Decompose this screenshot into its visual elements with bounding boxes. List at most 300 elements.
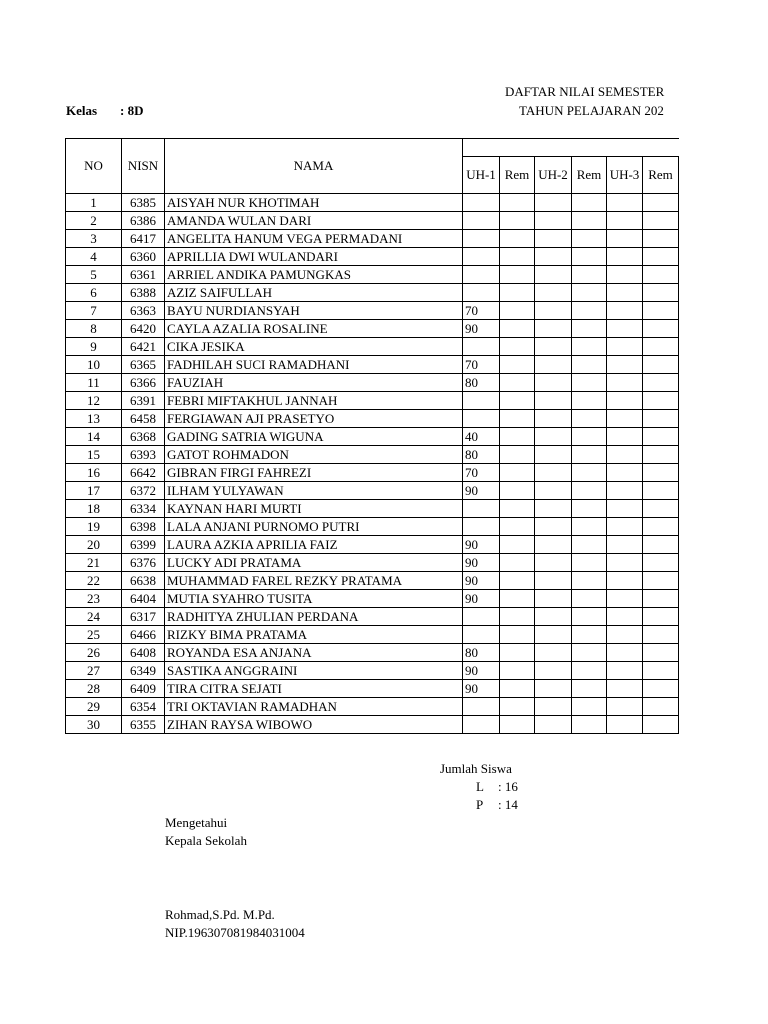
row-uh1 xyxy=(463,230,500,248)
row-uh1 xyxy=(463,500,500,518)
row-uh1: 80 xyxy=(463,446,500,464)
row-name: TIRA CITRA SEJATI xyxy=(165,680,463,698)
row-no: 13 xyxy=(66,410,122,428)
row-nisn: 6399 xyxy=(122,536,165,554)
row-rem3 xyxy=(643,572,679,590)
row-rem2 xyxy=(572,518,607,536)
row-name: FAUZIAH xyxy=(165,374,463,392)
row-uh2 xyxy=(535,518,572,536)
row-rem2 xyxy=(572,374,607,392)
row-uh3 xyxy=(607,716,643,734)
row-rem1 xyxy=(500,212,535,230)
row-rem3 xyxy=(643,248,679,266)
table-row xyxy=(66,482,679,500)
col-uh1-header: UH-1 xyxy=(463,157,500,194)
row-nisn: 6404 xyxy=(122,590,165,608)
row-rem1 xyxy=(500,644,535,662)
grades-body xyxy=(66,194,679,734)
row-rem3 xyxy=(643,518,679,536)
row-uh2 xyxy=(535,230,572,248)
row-no: 21 xyxy=(66,554,122,572)
row-rem3 xyxy=(643,392,679,410)
row-no: 10 xyxy=(66,356,122,374)
row-uh2 xyxy=(535,446,572,464)
row-nisn: 6398 xyxy=(122,518,165,536)
row-uh1: 70 xyxy=(463,464,500,482)
row-rem2 xyxy=(572,410,607,428)
row-uh1 xyxy=(463,338,500,356)
row-rem3 xyxy=(643,194,679,212)
row-name: GATOT ROHMADON xyxy=(165,446,463,464)
col-rem3-header: Rem xyxy=(643,157,679,194)
row-rem1 xyxy=(500,356,535,374)
row-no: 3 xyxy=(66,230,122,248)
row-rem1 xyxy=(500,716,535,734)
row-nisn: 6386 xyxy=(122,212,165,230)
row-nisn: 6388 xyxy=(122,284,165,302)
row-rem1 xyxy=(500,374,535,392)
row-uh3 xyxy=(607,392,643,410)
row-uh3 xyxy=(607,248,643,266)
row-uh3 xyxy=(607,446,643,464)
table-row xyxy=(66,536,679,554)
row-rem1 xyxy=(500,266,535,284)
row-no: 11 xyxy=(66,374,122,392)
row-nisn: 6417 xyxy=(122,230,165,248)
table-row xyxy=(66,374,679,392)
row-uh2 xyxy=(535,410,572,428)
col-rem2-header: Rem xyxy=(572,157,607,194)
row-name: ROYANDA ESA ANJANA xyxy=(165,644,463,662)
table-row xyxy=(66,284,679,302)
row-uh3 xyxy=(607,572,643,590)
row-nisn: 6368 xyxy=(122,428,165,446)
row-no: 6 xyxy=(66,284,122,302)
row-rem3 xyxy=(643,554,679,572)
row-uh2 xyxy=(535,338,572,356)
row-name: ANGELITA HANUM VEGA PERMADANI xyxy=(165,230,463,248)
row-no: 28 xyxy=(66,680,122,698)
row-no: 14 xyxy=(66,428,122,446)
row-rem3 xyxy=(643,284,679,302)
row-uh2 xyxy=(535,266,572,284)
row-rem2 xyxy=(572,608,607,626)
row-uh1 xyxy=(463,266,500,284)
row-rem2 xyxy=(572,248,607,266)
row-uh2 xyxy=(535,536,572,554)
row-rem1 xyxy=(500,518,535,536)
row-rem1 xyxy=(500,482,535,500)
row-uh3 xyxy=(607,626,643,644)
row-uh1: 90 xyxy=(463,572,500,590)
row-rem2 xyxy=(572,194,607,212)
row-uh1: 90 xyxy=(463,590,500,608)
row-rem3 xyxy=(643,482,679,500)
row-uh2 xyxy=(535,662,572,680)
row-rem1 xyxy=(500,662,535,680)
row-uh2 xyxy=(535,374,572,392)
table-row xyxy=(66,554,679,572)
row-uh3 xyxy=(607,536,643,554)
col-uh2-header: UH-2 xyxy=(535,157,572,194)
row-uh3 xyxy=(607,212,643,230)
row-uh3 xyxy=(607,644,643,662)
row-nisn: 6360 xyxy=(122,248,165,266)
row-uh3 xyxy=(607,356,643,374)
row-rem2 xyxy=(572,644,607,662)
row-uh2 xyxy=(535,194,572,212)
row-nisn: 6363 xyxy=(122,302,165,320)
row-no: 19 xyxy=(66,518,122,536)
male-count: : 16 xyxy=(498,779,518,794)
row-uh3 xyxy=(607,338,643,356)
row-uh3 xyxy=(607,518,643,536)
row-rem3 xyxy=(643,410,679,428)
row-uh2 xyxy=(535,284,572,302)
principal-name: Rohmad,S.Pd. M.Pd. xyxy=(165,907,275,922)
row-rem2 xyxy=(572,338,607,356)
row-nisn: 6642 xyxy=(122,464,165,482)
row-no: 2 xyxy=(66,212,122,230)
row-uh3 xyxy=(607,662,643,680)
row-uh1 xyxy=(463,698,500,716)
row-no: 25 xyxy=(66,626,122,644)
row-uh1 xyxy=(463,212,500,230)
row-rem3 xyxy=(643,212,679,230)
row-no: 17 xyxy=(66,482,122,500)
row-no: 7 xyxy=(66,302,122,320)
row-nisn: 6349 xyxy=(122,662,165,680)
row-name: KAYNAN HARI MURTI xyxy=(165,500,463,518)
row-rem1 xyxy=(500,572,535,590)
row-no: 12 xyxy=(66,392,122,410)
row-rem2 xyxy=(572,500,607,518)
principal-nip: NIP.196307081984031004 xyxy=(165,925,305,940)
principal-title: Kepala Sekolah xyxy=(165,833,247,848)
row-rem2 xyxy=(572,536,607,554)
row-uh2 xyxy=(535,716,572,734)
table-row xyxy=(66,320,679,338)
row-nisn: 6421 xyxy=(122,338,165,356)
row-no: 9 xyxy=(66,338,122,356)
table-row xyxy=(66,302,679,320)
row-no: 23 xyxy=(66,590,122,608)
row-uh1: 90 xyxy=(463,536,500,554)
row-name: AMANDA WULAN DARI xyxy=(165,212,463,230)
row-rem2 xyxy=(572,680,607,698)
student-count-label: Jumlah Siswa xyxy=(440,761,512,776)
row-rem1 xyxy=(500,500,535,518)
row-uh3 xyxy=(607,554,643,572)
row-rem1 xyxy=(500,464,535,482)
row-uh1: 90 xyxy=(463,680,500,698)
row-rem3 xyxy=(643,626,679,644)
row-rem3 xyxy=(643,266,679,284)
row-uh1 xyxy=(463,194,500,212)
row-name: MUHAMMAD FAREL REZKY PRATAMA xyxy=(165,572,463,590)
row-name: CAYLA AZALIA ROSALINE xyxy=(165,320,463,338)
row-uh3 xyxy=(607,284,643,302)
row-nisn: 6638 xyxy=(122,572,165,590)
row-no: 18 xyxy=(66,500,122,518)
row-nisn: 6355 xyxy=(122,716,165,734)
row-nisn: 6317 xyxy=(122,608,165,626)
table-row xyxy=(66,716,679,734)
row-nisn: 6372 xyxy=(122,482,165,500)
row-rem1 xyxy=(500,194,535,212)
table-row xyxy=(66,248,679,266)
row-nisn: 6385 xyxy=(122,194,165,212)
row-rem3 xyxy=(643,590,679,608)
table-row xyxy=(66,518,679,536)
row-rem1 xyxy=(500,392,535,410)
row-rem1 xyxy=(500,536,535,554)
row-name: BAYU NURDIANSYAH xyxy=(165,302,463,320)
male-label: L xyxy=(476,779,484,794)
row-uh2 xyxy=(535,302,572,320)
row-rem3 xyxy=(643,662,679,680)
row-uh3 xyxy=(607,500,643,518)
row-uh2 xyxy=(535,392,572,410)
row-rem1 xyxy=(500,248,535,266)
table-row xyxy=(66,338,679,356)
row-name: FADHILAH SUCI RAMADHANI xyxy=(165,356,463,374)
row-rem2 xyxy=(572,446,607,464)
scores-group-header xyxy=(463,139,679,157)
row-rem1 xyxy=(500,284,535,302)
row-name: GIBRAN FIRGI FAHREZI xyxy=(165,464,463,482)
row-rem1 xyxy=(500,302,535,320)
row-rem2 xyxy=(572,284,607,302)
row-nisn: 6365 xyxy=(122,356,165,374)
row-rem1 xyxy=(500,554,535,572)
row-uh3 xyxy=(607,680,643,698)
row-rem1 xyxy=(500,626,535,644)
row-uh1: 70 xyxy=(463,356,500,374)
row-uh1 xyxy=(463,392,500,410)
row-uh2 xyxy=(535,248,572,266)
row-uh2 xyxy=(535,608,572,626)
row-name: RADHITYA ZHULIAN PERDANA xyxy=(165,608,463,626)
row-uh1: 80 xyxy=(463,374,500,392)
row-uh2 xyxy=(535,590,572,608)
table-row xyxy=(66,428,679,446)
table-row xyxy=(66,662,679,680)
row-uh2 xyxy=(535,464,572,482)
row-nisn: 6334 xyxy=(122,500,165,518)
row-name: LUCKY ADI PRATAMA xyxy=(165,554,463,572)
row-rem3 xyxy=(643,230,679,248)
table-row xyxy=(66,446,679,464)
row-rem2 xyxy=(572,302,607,320)
row-no: 16 xyxy=(66,464,122,482)
table-row xyxy=(66,230,679,248)
row-name: LAURA AZKIA APRILIA FAIZ xyxy=(165,536,463,554)
row-uh3 xyxy=(607,230,643,248)
row-uh3 xyxy=(607,194,643,212)
row-rem3 xyxy=(643,680,679,698)
row-uh3 xyxy=(607,698,643,716)
col-uh3-header: UH-3 xyxy=(607,157,643,194)
row-rem2 xyxy=(572,356,607,374)
row-rem3 xyxy=(643,428,679,446)
row-rem2 xyxy=(572,698,607,716)
row-rem1 xyxy=(500,410,535,428)
row-rem2 xyxy=(572,554,607,572)
table-row xyxy=(66,266,679,284)
row-no: 15 xyxy=(66,446,122,464)
row-rem2 xyxy=(572,716,607,734)
row-no: 22 xyxy=(66,572,122,590)
academic-year: TAHUN PELAJARAN 202 xyxy=(519,103,664,118)
row-nisn: 6391 xyxy=(122,392,165,410)
row-rem3 xyxy=(643,320,679,338)
table-row xyxy=(66,392,679,410)
row-uh1 xyxy=(463,284,500,302)
row-rem3 xyxy=(643,698,679,716)
row-rem2 xyxy=(572,572,607,590)
class-label: Kelas xyxy=(66,103,98,118)
row-uh3 xyxy=(607,410,643,428)
row-rem1 xyxy=(500,320,535,338)
row-rem2 xyxy=(572,428,607,446)
row-no: 27 xyxy=(66,662,122,680)
acknowledged-label: Mengetahui xyxy=(165,815,228,830)
row-name: MUTIA SYAHRO TUSITA xyxy=(165,590,463,608)
table-row xyxy=(66,464,679,482)
row-uh1: 80 xyxy=(463,644,500,662)
row-rem3 xyxy=(643,356,679,374)
row-rem3 xyxy=(643,374,679,392)
table-row xyxy=(66,410,679,428)
table-row xyxy=(66,680,679,698)
row-nisn: 6466 xyxy=(122,626,165,644)
row-nisn: 6458 xyxy=(122,410,165,428)
grades-table xyxy=(65,138,679,734)
row-uh2 xyxy=(535,698,572,716)
row-nisn: 6354 xyxy=(122,698,165,716)
row-uh2 xyxy=(535,212,572,230)
row-uh1: 70 xyxy=(463,302,500,320)
row-uh2 xyxy=(535,680,572,698)
row-uh2 xyxy=(535,482,572,500)
row-rem2 xyxy=(572,212,607,230)
row-uh1 xyxy=(463,410,500,428)
row-no: 30 xyxy=(66,716,122,734)
row-uh2 xyxy=(535,320,572,338)
row-no: 8 xyxy=(66,320,122,338)
row-rem1 xyxy=(500,338,535,356)
row-name: ILHAM YULYAWAN xyxy=(165,482,463,500)
row-name: SASTIKA ANGGRAINI xyxy=(165,662,463,680)
row-name: LALA ANJANI PURNOMO PUTRI xyxy=(165,518,463,536)
row-rem3 xyxy=(643,338,679,356)
row-uh3 xyxy=(607,428,643,446)
table-row xyxy=(66,644,679,662)
row-nisn: 6361 xyxy=(122,266,165,284)
row-uh1 xyxy=(463,716,500,734)
row-rem1 xyxy=(500,230,535,248)
row-nisn: 6376 xyxy=(122,554,165,572)
row-nisn: 6409 xyxy=(122,680,165,698)
row-rem1 xyxy=(500,680,535,698)
row-rem3 xyxy=(643,536,679,554)
row-name: AZIZ SAIFULLAH xyxy=(165,284,463,302)
col-nisn-header: NISN xyxy=(122,139,165,194)
row-nisn: 6408 xyxy=(122,644,165,662)
row-rem3 xyxy=(643,302,679,320)
row-rem1 xyxy=(500,428,535,446)
row-rem3 xyxy=(643,644,679,662)
class-value: : 8D xyxy=(120,103,144,118)
row-name: RIZKY BIMA PRATAMA xyxy=(165,626,463,644)
row-rem3 xyxy=(643,608,679,626)
row-uh3 xyxy=(607,374,643,392)
table-row xyxy=(66,500,679,518)
row-no: 5 xyxy=(66,266,122,284)
row-rem2 xyxy=(572,590,607,608)
row-rem2 xyxy=(572,392,607,410)
row-rem2 xyxy=(572,482,607,500)
row-uh3 xyxy=(607,590,643,608)
row-uh2 xyxy=(535,500,572,518)
row-rem1 xyxy=(500,446,535,464)
row-uh1: 90 xyxy=(463,320,500,338)
row-uh2 xyxy=(535,626,572,644)
document-title: DAFTAR NILAI SEMESTER xyxy=(505,84,665,99)
row-uh2 xyxy=(535,572,572,590)
row-uh1 xyxy=(463,608,500,626)
row-rem1 xyxy=(500,590,535,608)
table-row xyxy=(66,590,679,608)
row-uh2 xyxy=(535,428,572,446)
row-rem2 xyxy=(572,662,607,680)
female-label: P xyxy=(476,797,484,812)
row-uh3 xyxy=(607,464,643,482)
row-uh1: 90 xyxy=(463,662,500,680)
row-name: TRI OKTAVIAN RAMADHAN xyxy=(165,698,463,716)
row-no: 26 xyxy=(66,644,122,662)
row-nisn: 6366 xyxy=(122,374,165,392)
row-rem2 xyxy=(572,266,607,284)
row-uh3 xyxy=(607,608,643,626)
row-uh3 xyxy=(607,320,643,338)
row-uh1: 90 xyxy=(463,554,500,572)
row-name: GADING SATRIA WIGUNA xyxy=(165,428,463,446)
row-name: APRILLIA DWI WULANDARI xyxy=(165,248,463,266)
table-row xyxy=(66,608,679,626)
row-name: ARRIEL ANDIKA PAMUNGKAS xyxy=(165,266,463,284)
table-row xyxy=(66,194,679,212)
row-no: 29 xyxy=(66,698,122,716)
row-name: FERGIAWAN AJI PRASETYO xyxy=(165,410,463,428)
row-no: 1 xyxy=(66,194,122,212)
row-nisn: 6393 xyxy=(122,446,165,464)
row-rem3 xyxy=(643,464,679,482)
row-uh1 xyxy=(463,626,500,644)
row-uh3 xyxy=(607,482,643,500)
row-name: FEBRI MIFTAKHUL JANNAH xyxy=(165,392,463,410)
row-rem3 xyxy=(643,716,679,734)
row-rem2 xyxy=(572,230,607,248)
row-rem1 xyxy=(500,608,535,626)
row-name: CIKA JESIKA xyxy=(165,338,463,356)
table-row xyxy=(66,698,679,716)
row-uh2 xyxy=(535,554,572,572)
row-no: 24 xyxy=(66,608,122,626)
row-rem1 xyxy=(500,698,535,716)
table-row xyxy=(66,626,679,644)
